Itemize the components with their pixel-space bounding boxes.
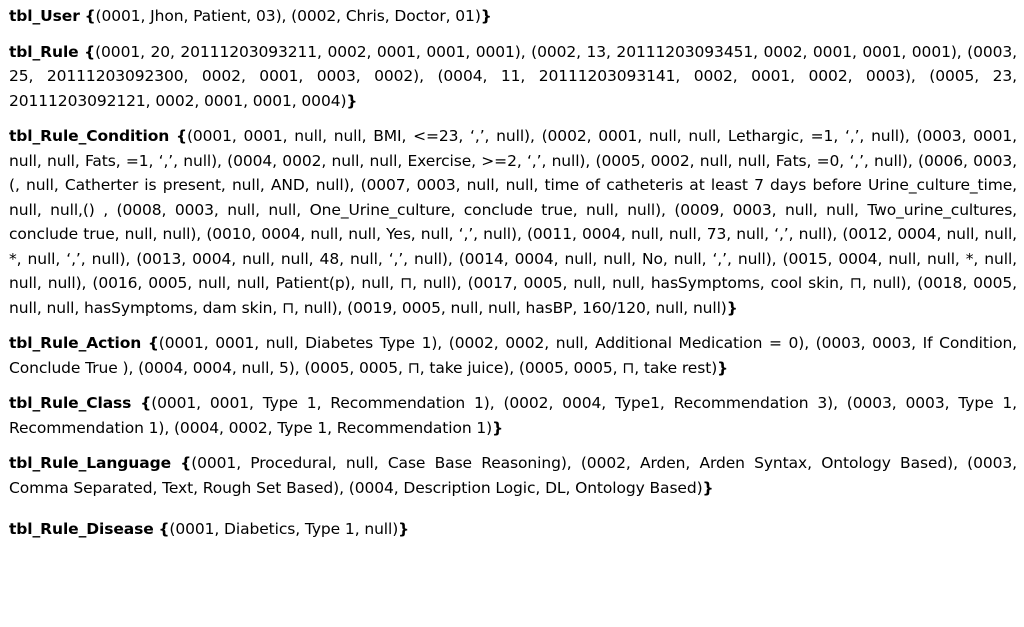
open-brace: { [158,520,170,538]
close-brace: } [346,91,358,110]
close-brace: } [717,358,729,377]
table-entry-rule-disease [9,517,1017,542]
table-name: tbl_Rule_Condition [9,127,170,145]
table-name: tbl_Rule_Class [9,394,132,412]
table-records: (0001, 0001, null, Diabetes Type 1), (0002, 0002, null, Additional Medication = 0), (0003, 0003, If Condition, Conclude True ), (0004, 0004, null, 5), (0005, 0005, ⊓, take juice), (0005, 0005, ⊓, take rest) [9,334,1018,377]
close-brace: } [398,520,410,538]
table-entry-rule-condition [9,124,1017,320]
open-brace: { [180,454,192,472]
open-brace: { [140,394,152,412]
open-brace: { [84,42,96,61]
table-records: (0001, 20, 20111203093211, 0002, 0001, 0001, 0001), (0002, 13, 20111203093451, 0002, 0001, 0001, 0001), (0003, 25, 20111203092300, 0002, 0001, 0003, 0002), (0004, 11, 20111203093141, 0002, 0001, 0002, 0003), (0005, 23, 20111203092121, 0002, 0001, 0001, 0004) [9,42,1018,110]
close-brace: } [726,298,738,317]
table-name: tbl_Rule_Language [9,454,171,472]
table-records: (0001, 0001, null, null, BMI, <=23, ‘,’, null), (0002, 0001, null, null, Lethargic, =1, ‘,’, null), (0003, 0001, null, null, Fats, =1, ‘,’, null), (0004, 0002, null, null, Exercise, >=2, ‘,’, null), (0005, 0002, null, null, Fats, =0, ‘,’, null), (0006, 0003, (, null, Catherter is present, null, AND, null), (0007, 0003, null, null, time of catheteris at least 7 days before Urine_culture_time, null, null,() , (0008, 0003, null, null, One_Urine_culture, conclude true, null, null), (0009, 0003, null, null, Two_urine_cultures, conclude true, null, null), (0010, 0004, null, null, Yes, null, ‘,’, null), (0011, 0004, null, null, 73, null, ‘,’, null), (0012, 0004, null, null, *, null, ‘,’, null), (0013, 0004, null, null, 48, null, ‘,’, null), (0014, 0004, null, null, No, null, ‘,’, null), (0015, 0004, null, null, *, null, null, null), (0016, 0005, null, null, Patient(p), null, ⊓, null), (0017, 0005, null, null, hasSymptoms, cool skin, ⊓, null), (0018, 0005, null, null, hasSymptoms, dam skin, ⊓, null), (0019, 0005, null, null, hasBP, 160/120, null, null) [9,127,1017,317]
table-name: tbl_Rule_Action [9,334,142,352]
table-name: tbl_User [9,7,80,25]
table-entry-rule [9,40,1017,114]
table-entry-user [9,4,1017,29]
close-brace: } [702,478,714,497]
close-brace: } [480,7,492,25]
table-records: (0001, 0001, Type 1, Recommendation 1), (0002, 0004, Type1, Recommendation 3), (0003, 0003, Type 1, Recommendation 1), (0004, 0002, Type 1, Recommendation 1) [9,394,1018,437]
table-records: (0001, Procedural, null, Case Base Reasoning), (0002, Arden, Arden Syntax, Ontology Based), (0003, Comma Separated, Text, Rough Set Based), (0004, Description Logic, DL, Ontology Based) [9,454,1018,497]
table-records: (0001, Jhon, Patient, 03), (0002, Chris, Doctor, 01) [95,7,481,25]
open-brace: { [147,334,159,352]
open-brace: { [84,7,96,25]
table-entry-rule-action [9,331,1017,380]
table-entry-rule-class [9,391,1017,440]
table-entry-rule-language [9,451,1017,500]
close-brace: } [492,418,504,437]
open-brace: { [176,127,187,145]
table-name: tbl_Rule [9,42,79,61]
table-name: tbl_Rule_Disease [9,520,154,538]
table-records: (0001, Diabetics, Type 1, null) [169,520,399,538]
